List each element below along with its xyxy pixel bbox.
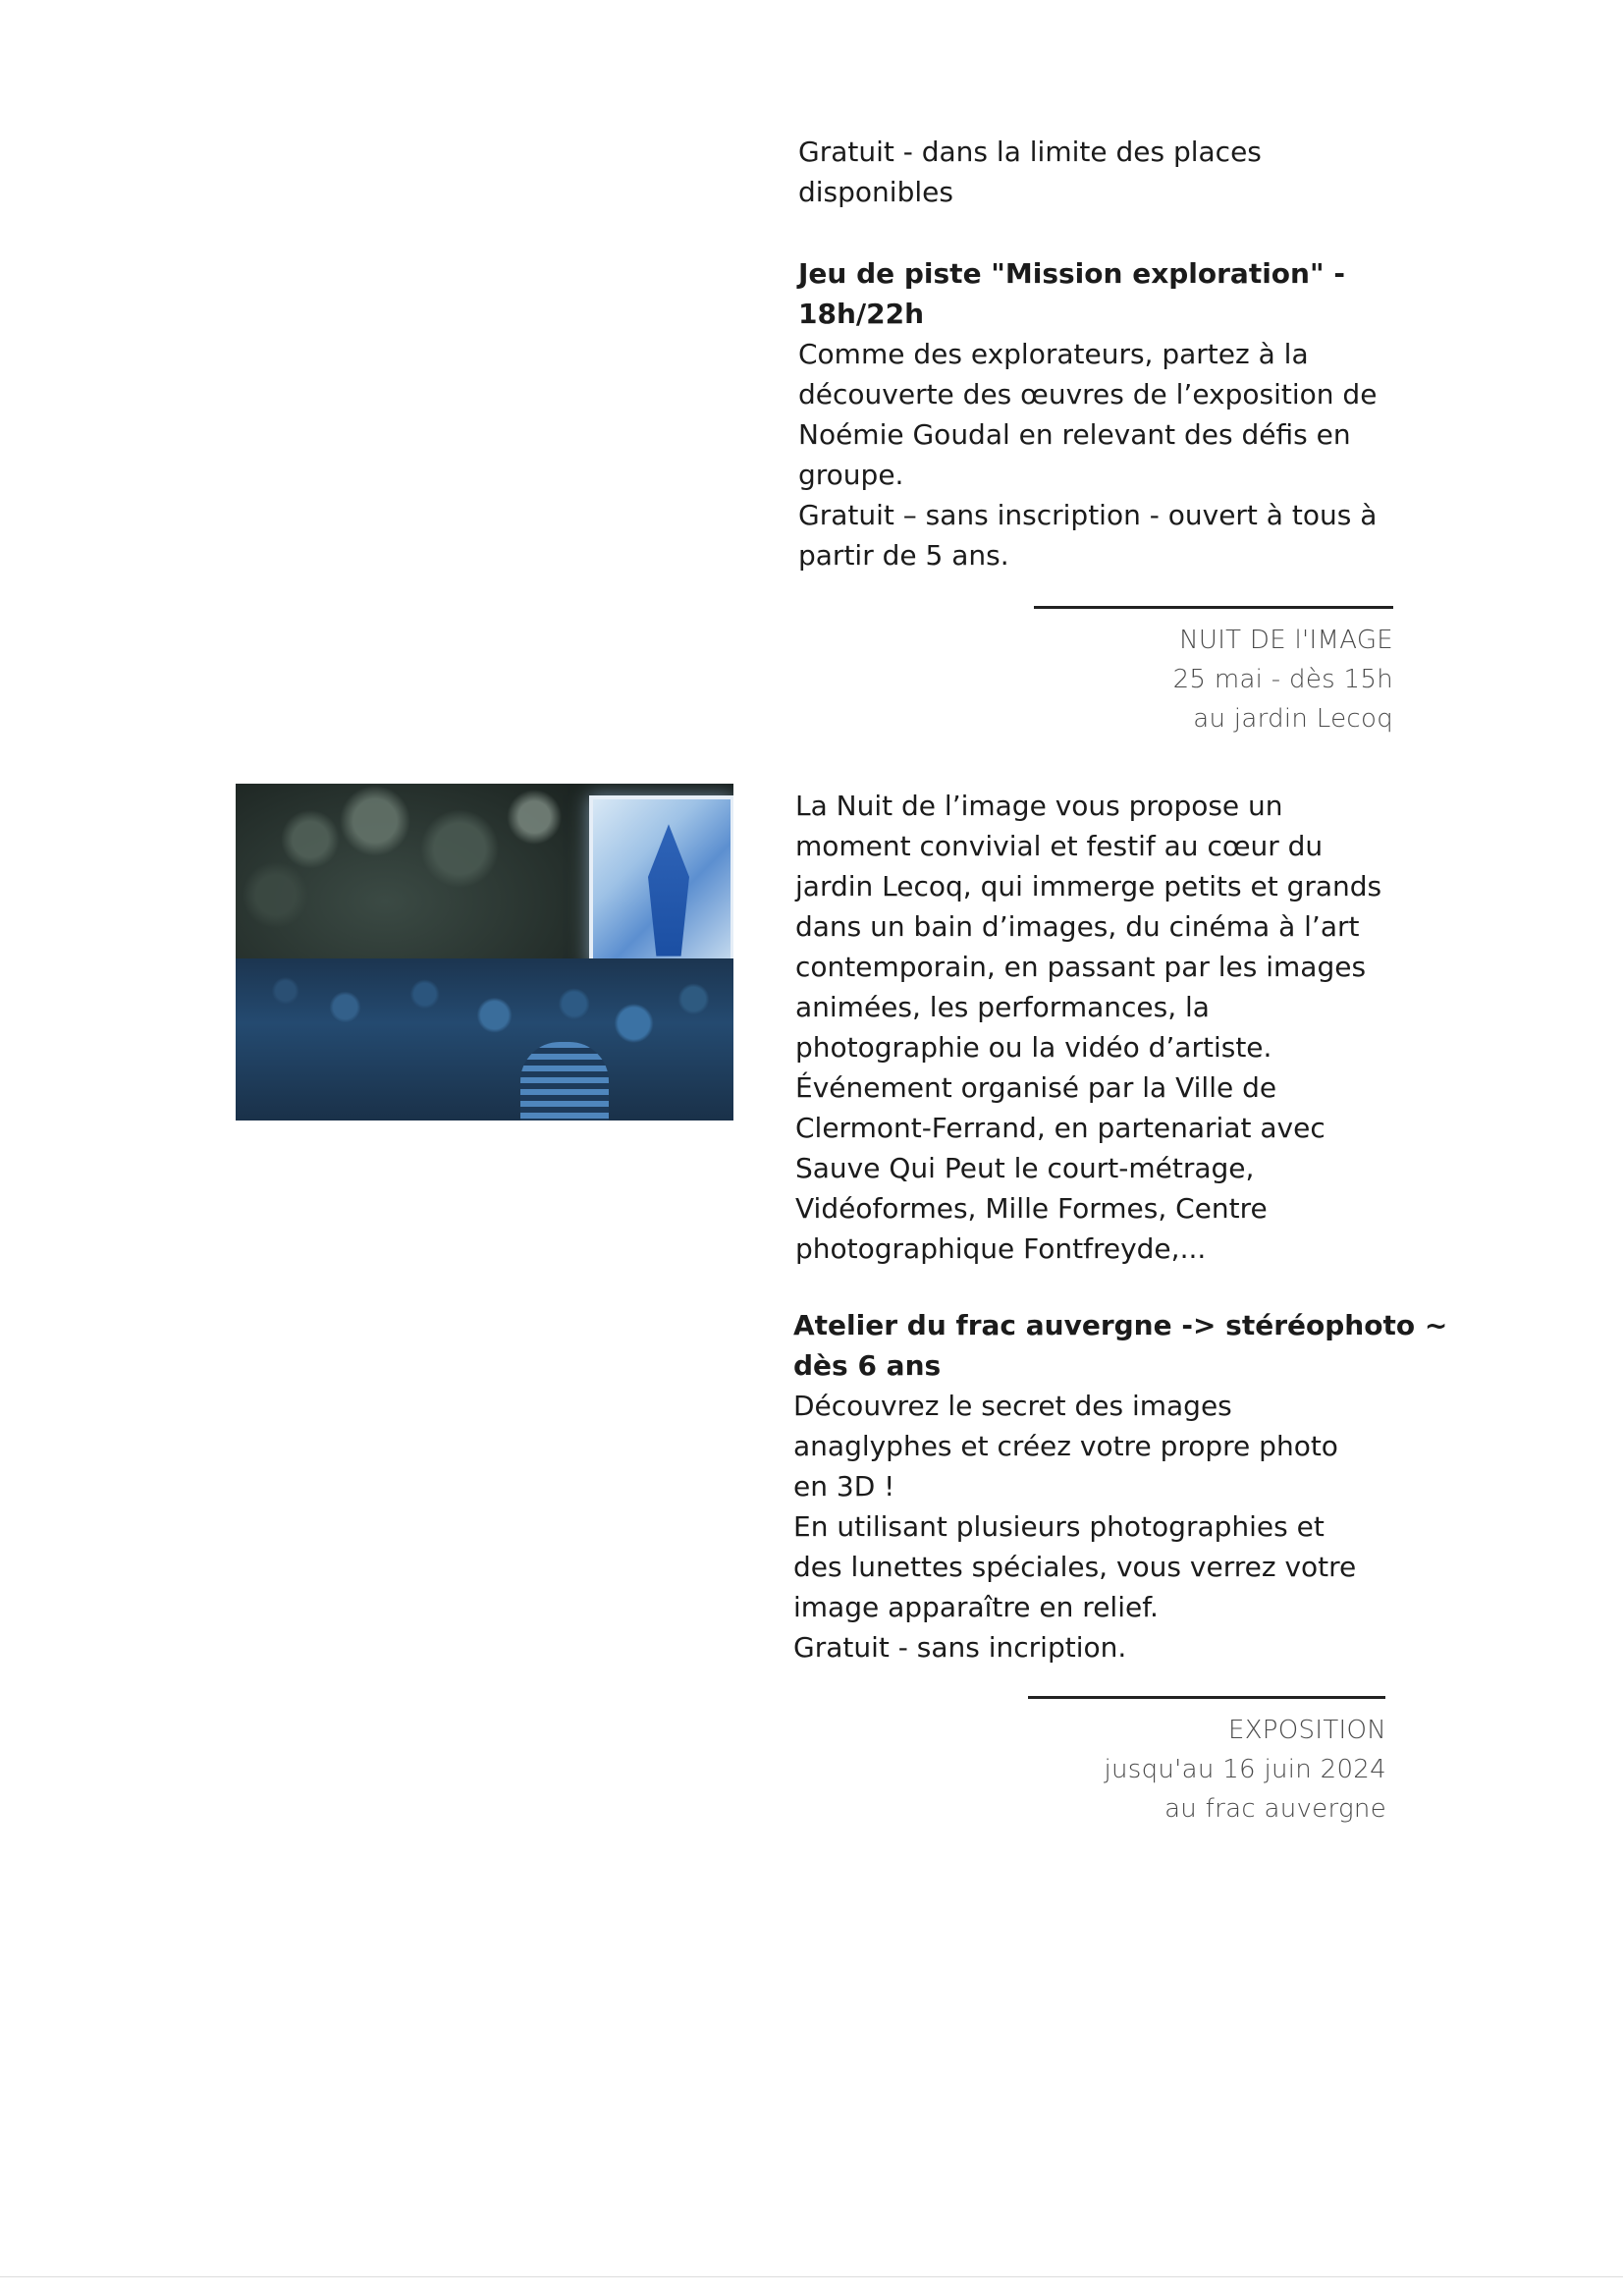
jeu-de-piste-section [798,253,1377,575]
text-line: contemporain, en passant par les images [795,951,1367,983]
text-line: en 3D ! [793,1470,895,1503]
text-line: image apparaître en relief. [793,1591,1159,1623]
event-photo [236,784,733,1121]
section-title: Jeu de piste "Mission exploration" - [798,257,1345,290]
text-line: Gratuit – sans inscription - ouvert à tous à [798,499,1378,531]
event-date: jusqu'au 16 juin 2024 [1104,1755,1386,1784]
text-line: photographie ou la vidéo d’artiste. [795,1031,1272,1064]
text-line: En utilisant plusieurs photographies et [793,1510,1325,1543]
atelier-section [793,1305,1447,1667]
text-line: découverte des œuvres de l’exposition de [798,378,1378,410]
text-line: Comme des explorateurs, partez à la [798,338,1309,370]
photo-crowd [236,958,733,1121]
text-line: photographique Fontfreyde,... [795,1232,1207,1265]
text-line: partir de 5 ans. [798,539,1009,572]
page-bottom-edge [0,2276,1623,2277]
event-name: EXPOSITION [1227,1716,1386,1745]
photo-projection-screen [589,795,733,968]
text-line: jardin Lecoq, qui immerge petits et grands [795,870,1382,902]
event-location: au frac auvergne [1164,1794,1386,1824]
text-line: animées, les performances, la [795,991,1210,1023]
event-date: 25 mai - dès 15h [1172,665,1393,694]
text-line: Sauve Qui Peut le court-métrage, [795,1152,1255,1184]
exposition-info [1104,1711,1386,1829]
nuit-event-info [1173,621,1393,738]
section-title: 18h/22h [798,298,925,330]
text-line: anaglyphes et créez votre propre photo [793,1430,1338,1462]
text-line: Gratuit - dans la limite des places [798,136,1262,168]
text-line: Noémie Goudal en relevant des défis en [798,418,1351,451]
intro-text [798,132,1262,212]
text-line: Clermont-Ferrand, en partenariat avec [795,1112,1325,1144]
event-name: NUIT DE l'IMAGE [1179,626,1393,655]
text-line: moment convivial et festif au cœur du [795,830,1324,862]
nuit-description [795,786,1381,1269]
text-line: des lunettes spéciales, vous verrez votre [793,1551,1357,1583]
photo-person [520,1042,609,1121]
section-title: dès 6 ans [793,1349,942,1382]
text-line: groupe. [798,459,904,491]
text-line: Gratuit - sans incription. [793,1631,1127,1664]
event-location: au jardin Lecoq [1193,704,1393,734]
text-line: dans un bain d’images, du cinéma à l’art [795,910,1360,943]
text-line: La Nuit de l’image vous propose un [795,790,1283,822]
section-title: Atelier du frac auvergne -> stéréophoto ~ [793,1309,1448,1341]
text-line: Vidéoformes, Mille Formes, Centre [795,1192,1268,1225]
text-line: Découvrez le secret des images [793,1390,1232,1422]
text-line: disponibles [798,176,953,208]
section-divider [1028,1696,1385,1699]
section-divider [1034,606,1393,609]
text-line: Événement organisé par la Ville de [795,1071,1277,1104]
